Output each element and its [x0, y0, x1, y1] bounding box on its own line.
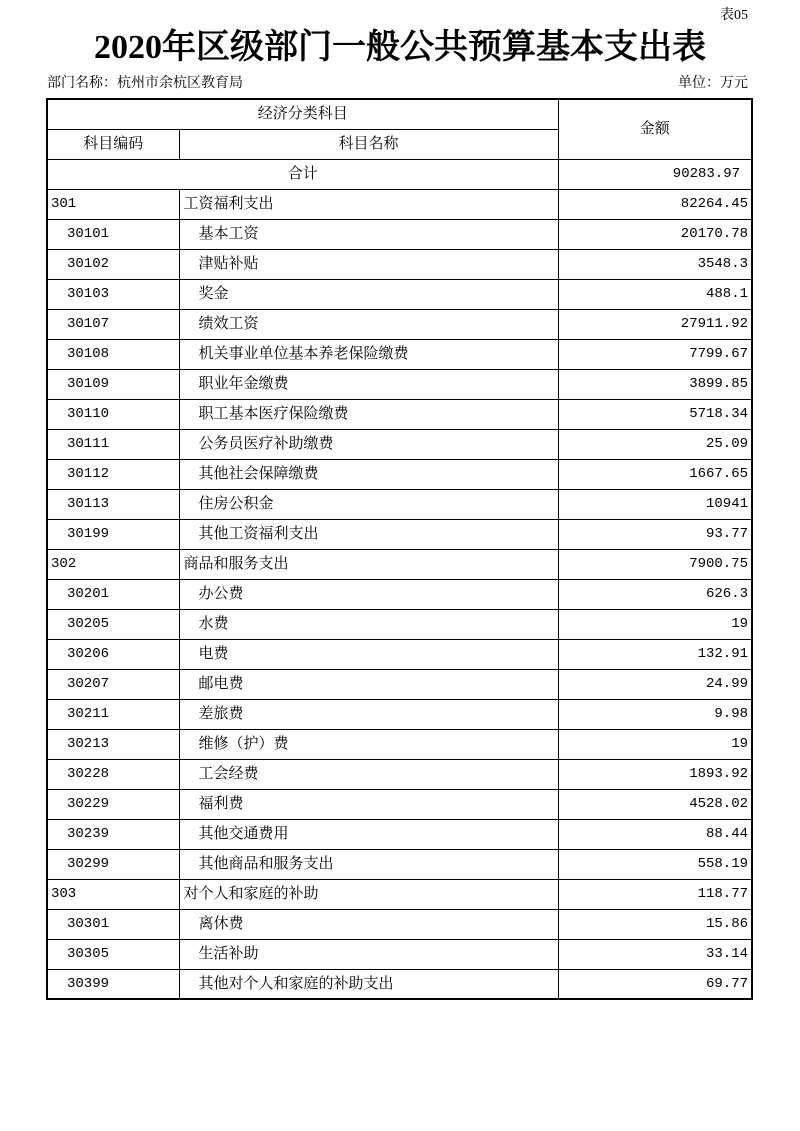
department-name: 杭州市余杭区教育局 [117, 76, 243, 91]
item-code: 30107 [47, 309, 179, 339]
page-title: 2020年区级部门一般公共预算基本支出表 [94, 29, 706, 66]
unit-value: 万元 [720, 76, 748, 91]
item-amount: 4528.02 [558, 789, 752, 819]
subitem-row [47, 939, 752, 969]
subitem-row [47, 309, 752, 339]
item-amount: 1893.92 [558, 759, 752, 789]
item-amount: 19 [558, 729, 752, 759]
item-amount: 93.77 [558, 519, 752, 549]
subitem-row [47, 789, 752, 819]
item-amount: 132.91 [558, 639, 752, 669]
subitem-row [47, 369, 752, 399]
subitem-row [47, 339, 752, 369]
item-code: 30102 [47, 249, 179, 279]
subitem-row [47, 429, 752, 459]
item-name: 水费 [179, 609, 558, 639]
item-name: 维修（护）费 [179, 729, 558, 759]
item-code: 30199 [47, 519, 179, 549]
item-name: 住房公积金 [179, 489, 558, 519]
item-name: 工会经费 [179, 759, 558, 789]
subitem-row [47, 279, 752, 309]
item-amount: 33.14 [558, 939, 752, 969]
item-code: 30101 [47, 219, 179, 249]
item-name: 其他社会保障缴费 [179, 459, 558, 489]
subitem-row [47, 579, 752, 609]
item-code: 30103 [47, 279, 179, 309]
item-code: 30229 [47, 789, 179, 819]
item-name: 奖金 [179, 279, 558, 309]
item-amount: 7799.67 [558, 339, 752, 369]
subitem-row [47, 699, 752, 729]
item-name: 其他交通费用 [179, 819, 558, 849]
item-code: 30211 [47, 699, 179, 729]
item-code: 30108 [47, 339, 179, 369]
item-code: 30301 [47, 909, 179, 939]
item-name: 职工基本医疗保险缴费 [179, 399, 558, 429]
item-amount: 24.99 [558, 669, 752, 699]
item-code: 30299 [47, 849, 179, 879]
total-label: 合计 [47, 159, 558, 189]
item-amount: 82264.45 [558, 189, 752, 219]
item-amount: 118.77 [558, 879, 752, 909]
item-amount: 25.09 [558, 429, 752, 459]
item-name: 其他商品和服务支出 [179, 849, 558, 879]
header-amount: 金额 [558, 99, 752, 159]
unit-label: 单位： [678, 76, 720, 91]
item-name: 邮电费 [179, 669, 558, 699]
subitem-row [47, 669, 752, 699]
header-row-1 [47, 99, 752, 129]
item-amount: 558.19 [558, 849, 752, 879]
item-code: 30109 [47, 369, 179, 399]
subitem-row [47, 219, 752, 249]
item-name: 津贴补贴 [179, 249, 558, 279]
category-row [47, 879, 752, 909]
item-code: 30111 [47, 429, 179, 459]
subitem-row [47, 909, 752, 939]
subitem-row [47, 519, 752, 549]
item-name: 办公费 [179, 579, 558, 609]
item-amount: 488.1 [558, 279, 752, 309]
header-item-code: 科目编码 [47, 129, 179, 159]
item-amount: 3899.85 [558, 369, 752, 399]
item-code: 30399 [47, 969, 179, 999]
item-code: 30239 [47, 819, 179, 849]
item-amount: 15.86 [558, 909, 752, 939]
department-label: 部门名称： [47, 76, 117, 91]
subitem-row [47, 459, 752, 489]
item-name: 基本工资 [179, 219, 558, 249]
item-code: 30213 [47, 729, 179, 759]
subitem-row [47, 969, 752, 999]
subitem-row [47, 759, 752, 789]
item-code: 30228 [47, 759, 179, 789]
item-amount: 3548.3 [558, 249, 752, 279]
budget-table [46, 98, 753, 1000]
item-code: 301 [47, 189, 179, 219]
total-amount: 90283.97 [558, 159, 752, 189]
department-line [47, 74, 243, 94]
total-row [47, 159, 752, 189]
item-amount: 9.98 [558, 699, 752, 729]
item-name: 福利费 [179, 789, 558, 819]
subitem-row [47, 849, 752, 879]
subitem-row [47, 819, 752, 849]
item-amount: 20170.78 [558, 219, 752, 249]
item-amount: 27911.92 [558, 309, 752, 339]
category-row [47, 189, 752, 219]
header-item-name: 科目名称 [179, 129, 558, 159]
item-name: 其他对个人和家庭的补助支出 [179, 969, 558, 999]
subitem-row [47, 399, 752, 429]
item-amount: 88.44 [558, 819, 752, 849]
item-name: 其他工资福利支出 [179, 519, 558, 549]
item-code: 30205 [47, 609, 179, 639]
item-name: 差旅费 [179, 699, 558, 729]
item-amount: 10941 [558, 489, 752, 519]
item-name: 公务员医疗补助缴费 [179, 429, 558, 459]
item-amount: 626.3 [558, 579, 752, 609]
subitem-row [47, 729, 752, 759]
item-name: 生活补助 [179, 939, 558, 969]
item-name: 电费 [179, 639, 558, 669]
subitem-row [47, 249, 752, 279]
item-name: 工资福利支出 [179, 189, 558, 219]
item-name: 绩效工资 [179, 309, 558, 339]
item-name: 离休费 [179, 909, 558, 939]
item-code: 30112 [47, 459, 179, 489]
item-code: 30113 [47, 489, 179, 519]
item-amount: 69.77 [558, 969, 752, 999]
item-code: 30305 [47, 939, 179, 969]
item-code: 302 [47, 549, 179, 579]
item-name: 机关事业单位基本养老保险缴费 [179, 339, 558, 369]
item-name: 对个人和家庭的补助 [179, 879, 558, 909]
subitem-row [47, 489, 752, 519]
item-code: 30207 [47, 669, 179, 699]
item-amount: 5718.34 [558, 399, 752, 429]
item-code: 303 [47, 879, 179, 909]
form-number: 表05 [720, 8, 748, 23]
item-code: 30110 [47, 399, 179, 429]
unit-line [678, 74, 748, 94]
item-name: 职业年金缴费 [179, 369, 558, 399]
item-amount: 1667.65 [558, 459, 752, 489]
header-economic-category: 经济分类科目 [47, 99, 558, 129]
subitem-row [47, 609, 752, 639]
item-code: 30201 [47, 579, 179, 609]
category-row [47, 549, 752, 579]
subitem-row [47, 639, 752, 669]
item-amount: 19 [558, 609, 752, 639]
item-amount: 7900.75 [558, 549, 752, 579]
item-code: 30206 [47, 639, 179, 669]
item-name: 商品和服务支出 [179, 549, 558, 579]
